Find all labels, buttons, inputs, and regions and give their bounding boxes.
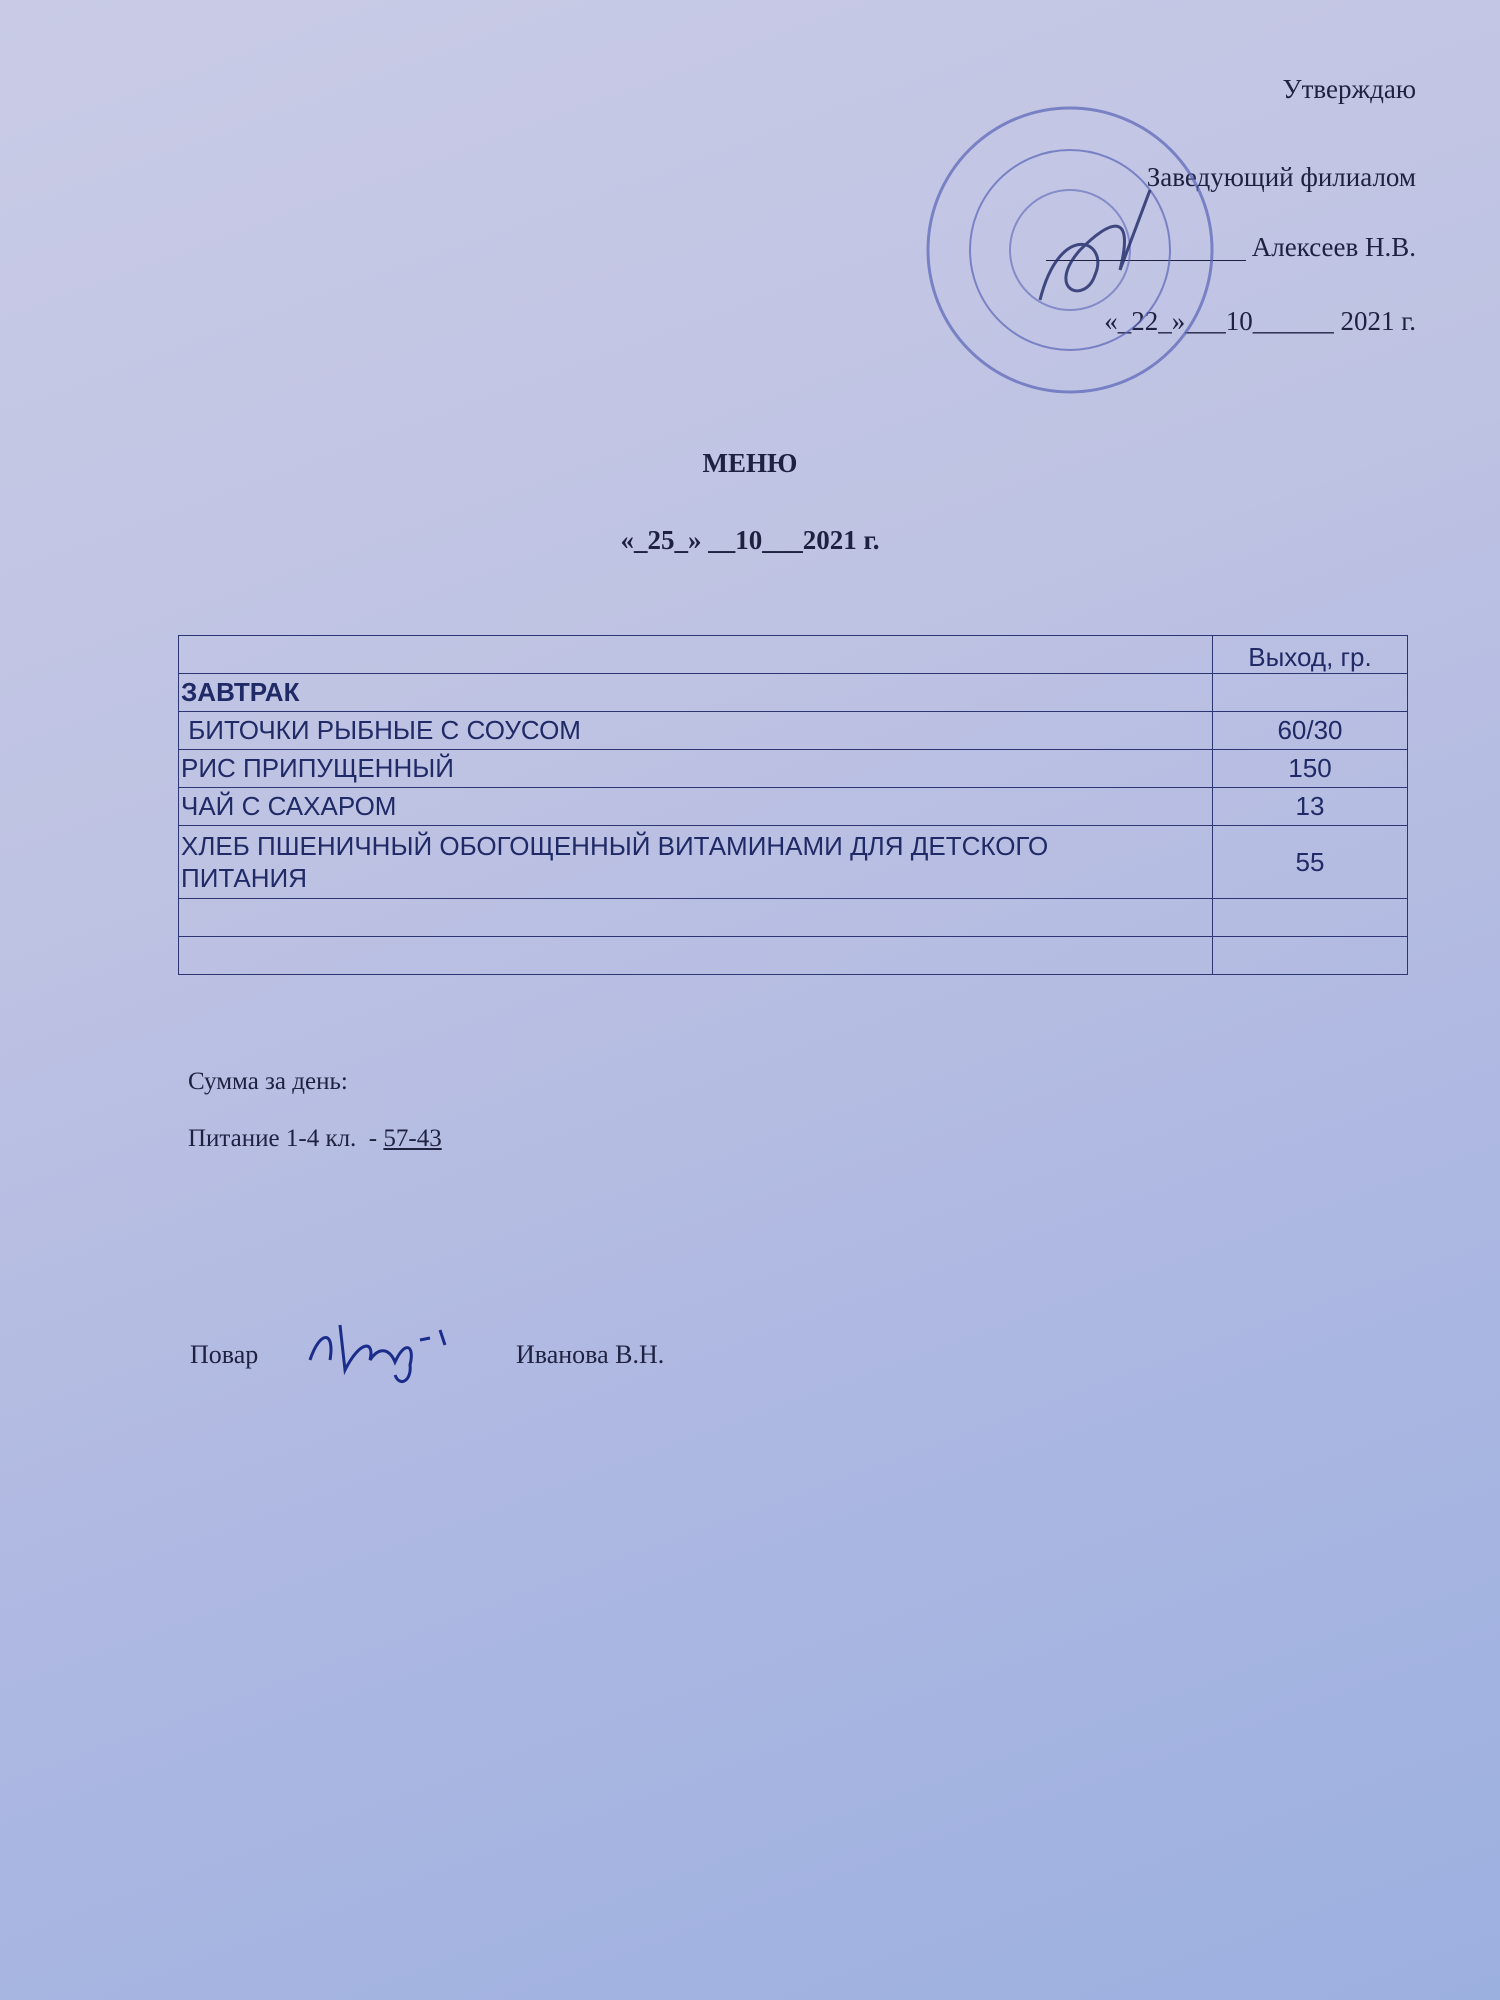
approval-date: «_22_»___10______ 2021 г.: [1104, 306, 1416, 336]
approval-title: Утверждаю: [1282, 74, 1416, 104]
table-header-row: [179, 636, 1408, 674]
dish-name: РИС ПРИПУЩЕННЫЙ: [179, 750, 1213, 788]
dish-output: 13: [1213, 788, 1408, 826]
empty-cell: [179, 937, 1213, 975]
document-title: МЕНЮ: [702, 448, 798, 478]
dish-name: ЧАЙ С САХАРОМ: [179, 788, 1213, 826]
table-row: [179, 750, 1408, 788]
approval-position: Заведующий филиалом: [1146, 162, 1416, 192]
section-output-cell: [1213, 674, 1408, 712]
summary-label: Сумма за день:: [188, 1068, 348, 1095]
dish-name: ХЛЕБ ПШЕНИЧНЫЙ ОБОГОЩЕННЫЙ ВИТАМИНАМИ ДЛЯ ДЕТСКОГО ПИТАНИЯ: [179, 826, 1213, 899]
table-row: [179, 788, 1408, 826]
cook-name: Иванова В.Н.: [516, 1340, 665, 1369]
section-title: ЗАВТРАК: [179, 674, 1213, 712]
table-row: [179, 826, 1408, 899]
cook-signature: [300, 1300, 470, 1390]
section-row: [179, 674, 1408, 712]
empty-cell: [1213, 899, 1408, 937]
cook-label: Повар: [190, 1340, 259, 1369]
approval-name: Алексеев Н.В.: [1251, 232, 1416, 262]
summary-line: [188, 1125, 442, 1153]
dish-output: 60/30: [1213, 712, 1408, 750]
header-output-cell: Выход, гр.: [1213, 636, 1408, 674]
dish-output: 150: [1213, 750, 1408, 788]
dish-output: 55: [1213, 826, 1408, 899]
table-row: [179, 712, 1408, 750]
summary-line-value: 57-43: [383, 1125, 442, 1152]
menu-table: [178, 635, 1408, 975]
dish-name: БИТОЧКИ РЫБНЫЕ С СОУСОМ: [179, 712, 1213, 750]
official-stamp: [920, 100, 1220, 400]
empty-row: [179, 937, 1408, 975]
summary-line-label: Питание 1-4 кл. -: [188, 1125, 384, 1152]
header-name-cell: [179, 636, 1213, 674]
empty-row: [179, 899, 1408, 937]
empty-cell: [179, 899, 1213, 937]
document-date: «_25_» __10___2021 г.: [620, 525, 880, 555]
empty-cell: [1213, 937, 1408, 975]
